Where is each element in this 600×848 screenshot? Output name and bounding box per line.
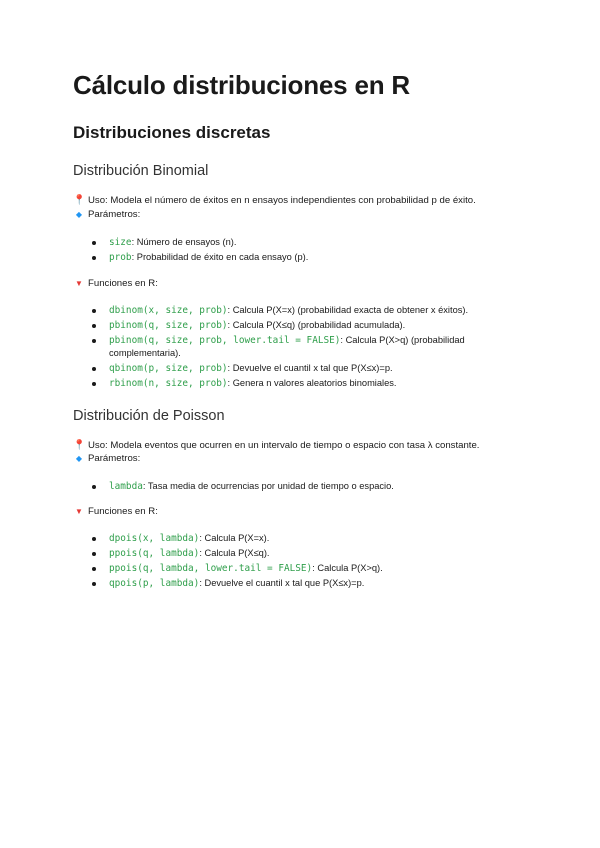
page-title: Cálculo distribuciones en R [73,70,410,100]
section-heading: Distribuciones discretas [73,123,271,142]
binomial-heading: Distribución Binomial [73,163,209,179]
blue-diamond-icon: ◆ [75,210,83,219]
param-text: : Probabilidad de éxito en cada ensayo (p). [131,252,309,263]
params-label: Parámetros: [88,453,141,464]
func-code: qbinom(p, size, prob) [109,363,228,375]
func-code: rbinom(n, size, prob) [109,378,228,390]
list-item [73,251,513,264]
poisson-funcs-label [73,506,158,518]
param-code: lambda [109,481,143,492]
func-text: : Calcula P(X>q). [312,563,383,574]
params-label: Parámetros: [88,209,141,220]
poisson-params-label [73,453,140,465]
param-code: prob [109,252,132,264]
func-code: qpois(p, lambda) [109,578,200,590]
poisson-uso [73,440,479,452]
list-item [73,480,513,493]
func-code: pbinom(q, size, prob) [109,320,228,332]
binomial-params-label [73,209,140,221]
binomial-params-list [73,236,513,266]
func-text: : Calcula P(X≤q). [199,548,270,559]
pin-icon: 📍 [73,195,86,206]
list-item [73,547,513,560]
list-item [73,532,513,545]
uso-label: Uso: [88,440,108,451]
func-text: : Calcula P(X≤q) (probabilidad acumulada). [227,320,406,331]
uso-text: Modela el número de éxitos en n ensayos independientes con probabilidad p de éxito. [110,195,476,206]
funcs-label: Funciones en R: [88,506,158,517]
binomial-uso [73,195,476,207]
param-text: : Tasa media de ocurrencias por unidad de tiempo o espacio. [142,481,394,491]
func-text: : Calcula P(X>q) (probabilidad complementaria). [109,335,465,359]
poisson-heading: Distribución de Poisson [73,408,225,424]
list-item [73,319,513,332]
list-item [73,577,513,590]
poisson-params-list [73,480,513,495]
list-item [73,377,513,390]
binomial-funcs-label [73,278,158,290]
func-text: : Calcula P(X=x). [199,533,270,543]
red-triangle-down-icon: ▼ [75,507,83,516]
func-code: ppois(q, lambda, lower.tail = FALSE) [109,563,313,575]
red-triangle-down-icon: ▼ [75,279,83,288]
func-text: : Devuelve el cuantil x tal que P(X≤x)=p. [227,363,393,374]
func-code: pbinom(q, size, prob, lower.tail = FALSE) [109,335,341,347]
func-text: : Devuelve el cuantil x tal que P(X≤x)=p. [199,578,365,589]
func-code: ppois(q, lambda) [109,548,200,560]
func-code: dpois(x, lambda) [109,533,200,544]
list-item [73,304,513,317]
list-item [73,562,513,575]
list-item [73,362,513,375]
param-code: size [109,237,132,248]
binomial-funcs-list [73,304,513,392]
list-item [73,236,513,249]
func-text: : Genera n valores aleatorios binomiales. [227,378,397,389]
pin-icon: 📍 [73,440,86,451]
param-text: : Número de ensayos (n). [131,237,237,247]
poisson-funcs-list [73,532,513,592]
funcs-label: Funciones en R: [88,278,158,289]
uso-label: Uso: [88,195,108,206]
list-item [73,334,513,360]
uso-text: Modela eventos que ocurren en un intervalo de tiempo o espacio con tasa λ constante. [110,440,480,451]
blue-diamond-icon: ◆ [75,454,83,463]
func-code: dbinom(x, size, prob) [109,305,228,316]
func-text: : Calcula P(X=x) (probabilidad exacta de obtener x éxitos). [227,305,469,315]
